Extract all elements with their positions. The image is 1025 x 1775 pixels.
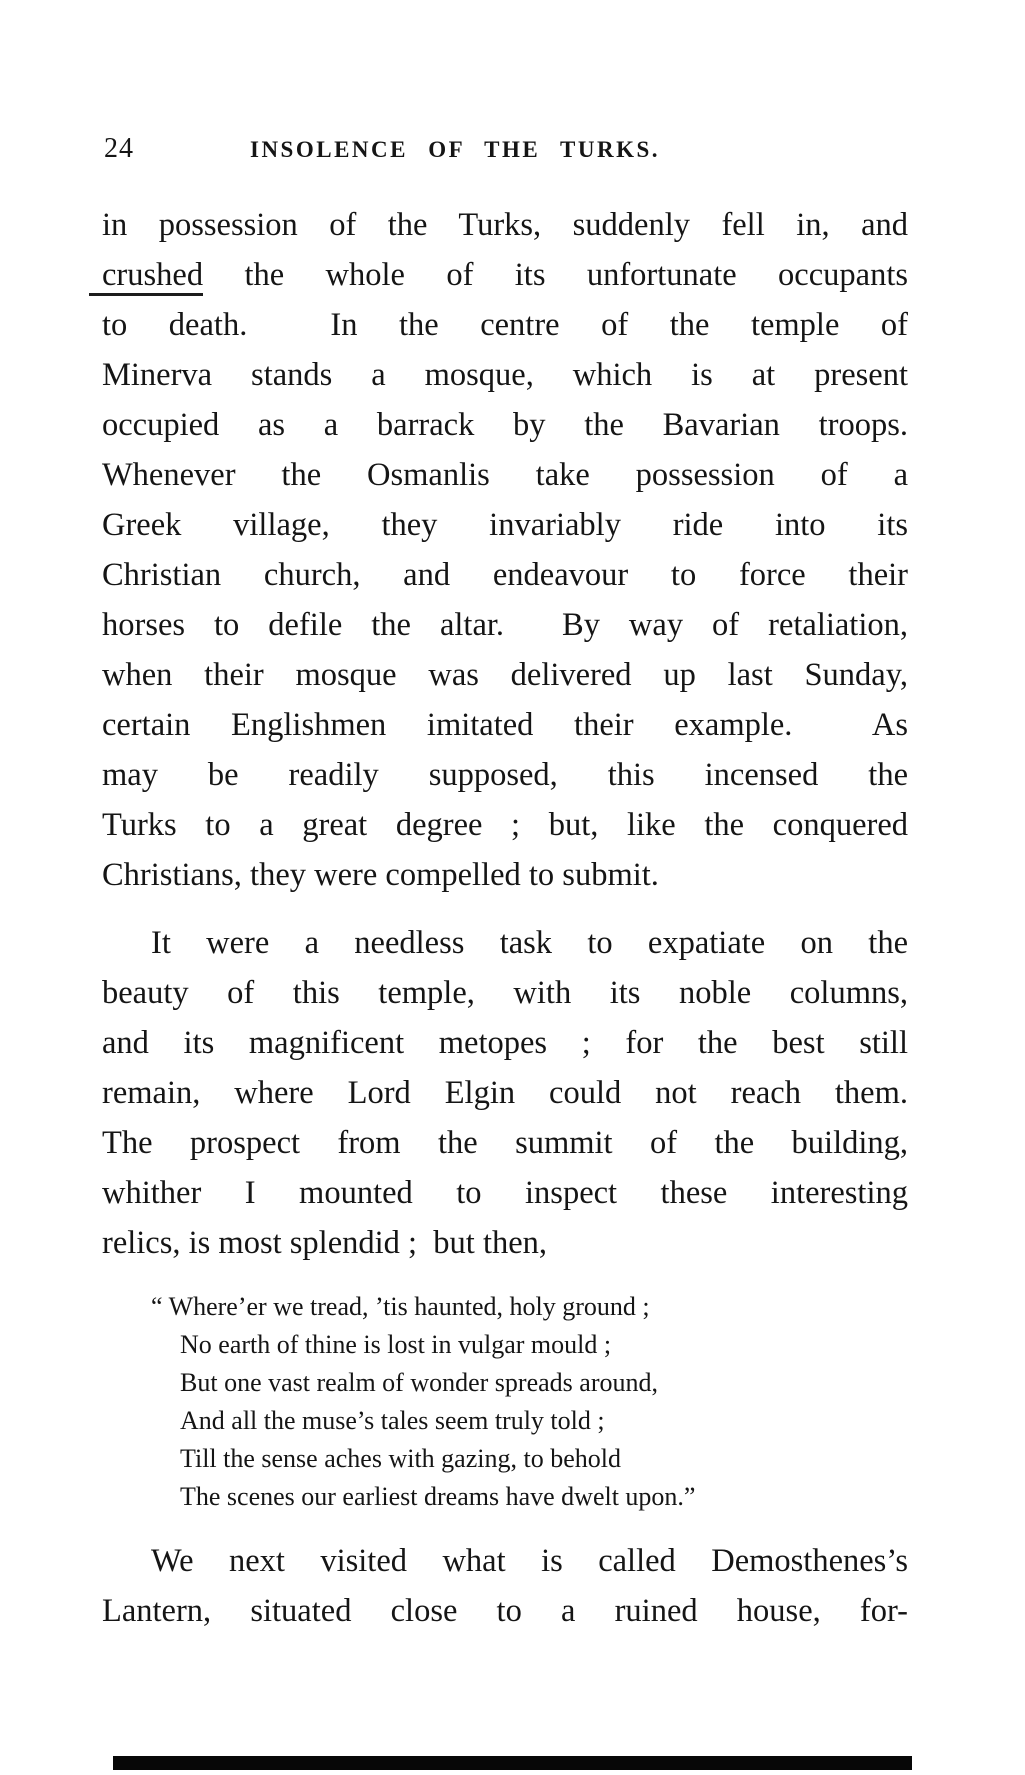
poem-line: No earth of thine is lost in vulgar mould ; [180,1330,612,1359]
page-number: 24 [104,133,134,164]
poem-line: “ Where’er we tread, ’tis haunted, holy ground ; [151,1292,650,1321]
poem-quotation [151,1288,908,1516]
text-line: Whenever the Osmanlis take possession of a [102,457,908,493]
text-segment: the whole of its unfortunate occupants [203,257,908,293]
text-line: and its magnificent metopes ; for the best still [102,1025,908,1061]
text-line: horses to defile the altar. By way of retaliation, [102,607,908,643]
poem-line: But one vast realm of wonder spreads around, [180,1368,658,1397]
text-line: Christians, they were compelled to submit. [102,857,659,893]
text-line: certain Englishmen imitated their example. As [102,707,908,743]
text-line: to death. In the centre of the temple of [102,307,908,343]
text-block [102,200,908,1636]
text-line: Christian church, and endeavour to force their [102,557,908,593]
text-line: We next visited what is called Demosthenes’s [151,1543,908,1579]
text-line: Turks to a great degree ; but, like the conquered [102,807,908,843]
poem-line: The scenes our earliest dreams have dwelt upon.” [180,1482,696,1511]
text-line: It were a needless task to expatiate on the [151,925,908,961]
text-line: The prospect from the summit of the building, [102,1125,908,1161]
para-1 [102,200,908,900]
text-line: in possession of the Turks, suddenly fell in, and [102,207,908,243]
underlined-word: crushed [89,257,203,296]
text-line: occupied as a barrack by the Bavarian troops. [102,407,908,443]
text-line: Greek village, they invariably ride into its [102,507,908,543]
text-line: may be readily supposed, this incensed the [102,757,908,793]
scan-edge-artifact [113,1756,912,1770]
running-header-title: INSOLENCE OF THE TURKS. [250,137,661,162]
text-line: beauty of this temple, with its noble columns, [102,975,908,1011]
text-line: when their mosque was delivered up last Sunday, [102,657,908,693]
text-line: remain, where Lord Elgin could not reach them. [102,1075,908,1111]
para-3 [102,1536,908,1636]
para-2 [102,918,908,1268]
poem-line: Till the sense aches with gazing, to behold [180,1444,621,1473]
text-line: relics, is most splendid ; but then, [102,1225,548,1261]
text-line: whither I mounted to inspect these interesting [102,1175,908,1211]
text-line: Minerva stands a mosque, which is at present [102,357,908,393]
poem-line: And all the muse’s tales seem truly told ; [180,1406,605,1435]
running-header [102,131,918,171]
text-line: Lantern, situated close to a ruined house, for- [102,1593,908,1629]
text-line [102,250,908,300]
